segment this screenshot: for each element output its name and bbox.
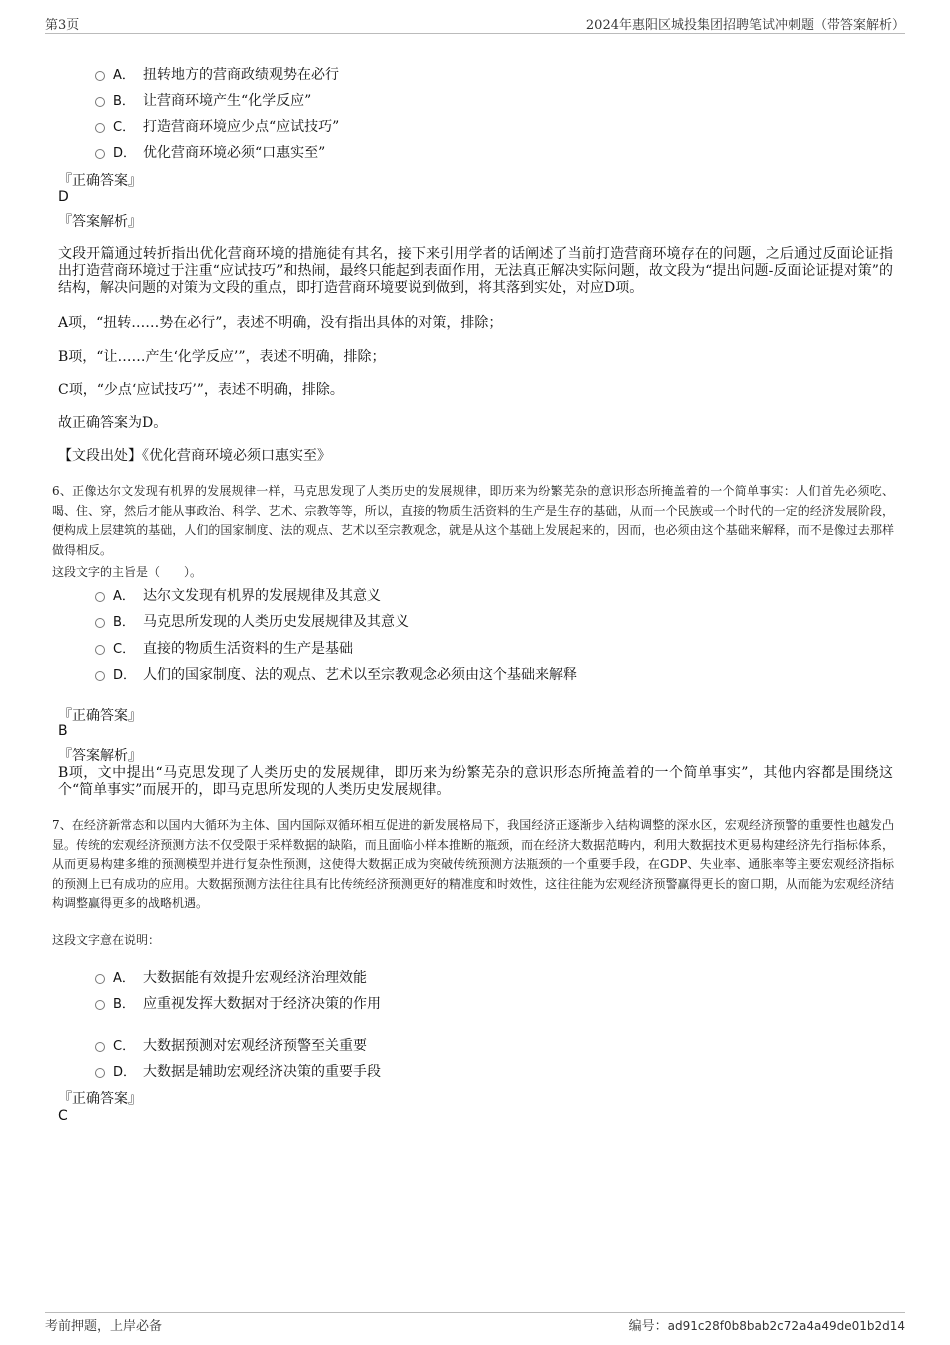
q5-analysis: 文段开篇通过转折指出优化营商环境的措施徒有其名，接下来引用学者的话阐述了当前打造营商环境存在的问题，之后通过反面论证指出打造营商环境过于注重“应试技巧”和热闹，最终只能起到表面作用，无法真正解决实际问题，故文段为“提出问题-反面论证提对策”的结构，解决问题的对策为文段的重点，即打造营商环境要说到做到，将其落到实处，对应D项。 [58,246,893,296]
q5-source: 【文段出处】《优化营商环境必须口惠实至》 [58,448,331,464]
q5-option-c[interactable]: C． 打造营商环境应少点“应试技巧” [95,116,339,136]
q6-stem: 6、正像达尔文发现有机界的发展规律一样，马克思发现了人类历史的发展规律，即历来为纷繁芜杂的意识形态所掩盖着的一个简单事实：人们首先必须吃、喝、住、穿，然后才能从事政治、科学、艺术、宗教等等，所以，直接的物质生活资料的生产是生存的基础，从而一个民族或一个时代的一定的经济发展阶段，便构成上层建筑的基础，人们的国家制度、法的观点、艺术以至宗教观念，就是从这个基础上发展起来的，因而，也必须由这个基础来解释，而不是像过去那样做得相反。 [52,484,894,557]
q5-analysis-label: 『答案解析』 [58,214,142,230]
q5-note-c: C项，“少点‘应试技巧’”，表述不明确，排除。 [58,382,344,398]
q5-note-a: A项，“扭转……势在必行”，表述不明确，没有指出具体的对策，排除； [58,315,503,331]
radio-icon[interactable] [95,592,105,602]
q6-question: 这段文字的主旨是（ ）。 [52,565,203,579]
page-footer [45,1312,905,1332]
radio-icon[interactable] [95,1068,105,1078]
radio-icon[interactable] [95,645,105,655]
q6-analysis-label: 『答案解析』 [58,748,142,764]
radio-icon[interactable] [95,974,105,984]
q6-answer-label: 『正确答案』 [58,708,142,724]
q5-note-b: B项，“让……产生‘化学反应’”，表述不明确，排除； [58,349,386,365]
document-title: 2024年惠阳区城投集团招聘笔试冲刺题（带答案解析） [585,18,905,33]
radio-icon[interactable] [95,1000,105,1010]
q7-answer: C [58,1108,68,1124]
q5-option-b[interactable]: B． 让营商环境产生“化学反应” [95,90,311,110]
q5-answer: D [58,189,69,205]
q7-option-b[interactable]: B． 应重视发挥大数据对于经济决策的作用 [95,993,381,1013]
q7-option-a[interactable]: A． 大数据能有效提升宏观经济治理效能 [95,967,367,987]
q5-conclusion: 故正确答案为D。 [58,415,168,431]
q6-analysis: B项，文中提出“马克思发现了人类历史的发展规律，即历来为纷繁芜杂的意识形态所掩盖着的一个简单事实”，其他内容都是围绕这个“简单事实”而展开的，即马克思所发现的人类历史发展规律。 [58,765,893,798]
q5-answer-label: 『正确答案』 [58,173,142,189]
page-header [45,14,905,34]
footer-slogan: 考前押题，上岸必备 [45,1319,163,1334]
radio-icon[interactable] [95,149,105,159]
q7-option-d[interactable]: D． 大数据是辅助宏观经济决策的重要手段 [95,1061,381,1081]
q6-option-b[interactable]: B． 马克思所发现的人类历史发展规律及其意义 [95,611,409,631]
q7-question: 这段文字意在说明： [52,933,161,947]
radio-icon[interactable] [95,71,105,81]
q6-answer: B [58,723,68,739]
radio-icon[interactable] [95,1042,105,1052]
radio-icon[interactable] [95,618,105,628]
footer-code: 编号：ad91c28f0b8bab2c72a4a49de01b2d14 [628,1319,905,1334]
page-number: 第3页 [45,18,80,33]
q7-stem: 7、在经济新常态和以国内大循环为主体、国内国际双循环相互促进的新发展格局下，我国经济正逐渐步入结构调整的深水区，宏观经济预警的重要性也越发凸显。传统的宏观经济预测方法不仅受限于采样数据的缺陷，而且面临小样本推断的瓶颈，而在经济大数据范畴内，利用大数据技术更易构建经济先行指标体系，从而更易构建多维的预测模型并进行复杂性预测，这使得大数据正成为突破传统预测方法瓶颈的一个重要手段，在GDP、失业率、通胀率等主要宏观经济指标的预测上已有成功的应用。大数据预测方法往往具有比传统经济预测更好的精准度和时效性，这往往能为宏观经济预警赢得更长的窗口期，从而能为宏观经济结构调整赢得更多的战略机遇。 [52,818,894,910]
q7-option-c[interactable]: C． 大数据预测对宏观经济预警至关重要 [95,1035,367,1055]
radio-icon[interactable] [95,97,105,107]
radio-icon[interactable] [95,671,105,681]
q6-option-d[interactable]: D． 人们的国家制度、法的观点、艺术以至宗教观念必须由这个基础来解释 [95,664,577,684]
q7-answer-label: 『正确答案』 [58,1091,142,1107]
q6-option-a[interactable]: A． 达尔文发现有机界的发展规律及其意义 [95,585,381,605]
q5-option-a[interactable]: A． 扭转地方的营商政绩观势在必行 [95,64,339,84]
q6-option-c[interactable]: C． 直接的物质生活资料的生产是基础 [95,638,353,658]
radio-icon[interactable] [95,123,105,133]
q5-option-d[interactable]: D． 优化营商环境必须“口惠实至” [95,142,325,162]
